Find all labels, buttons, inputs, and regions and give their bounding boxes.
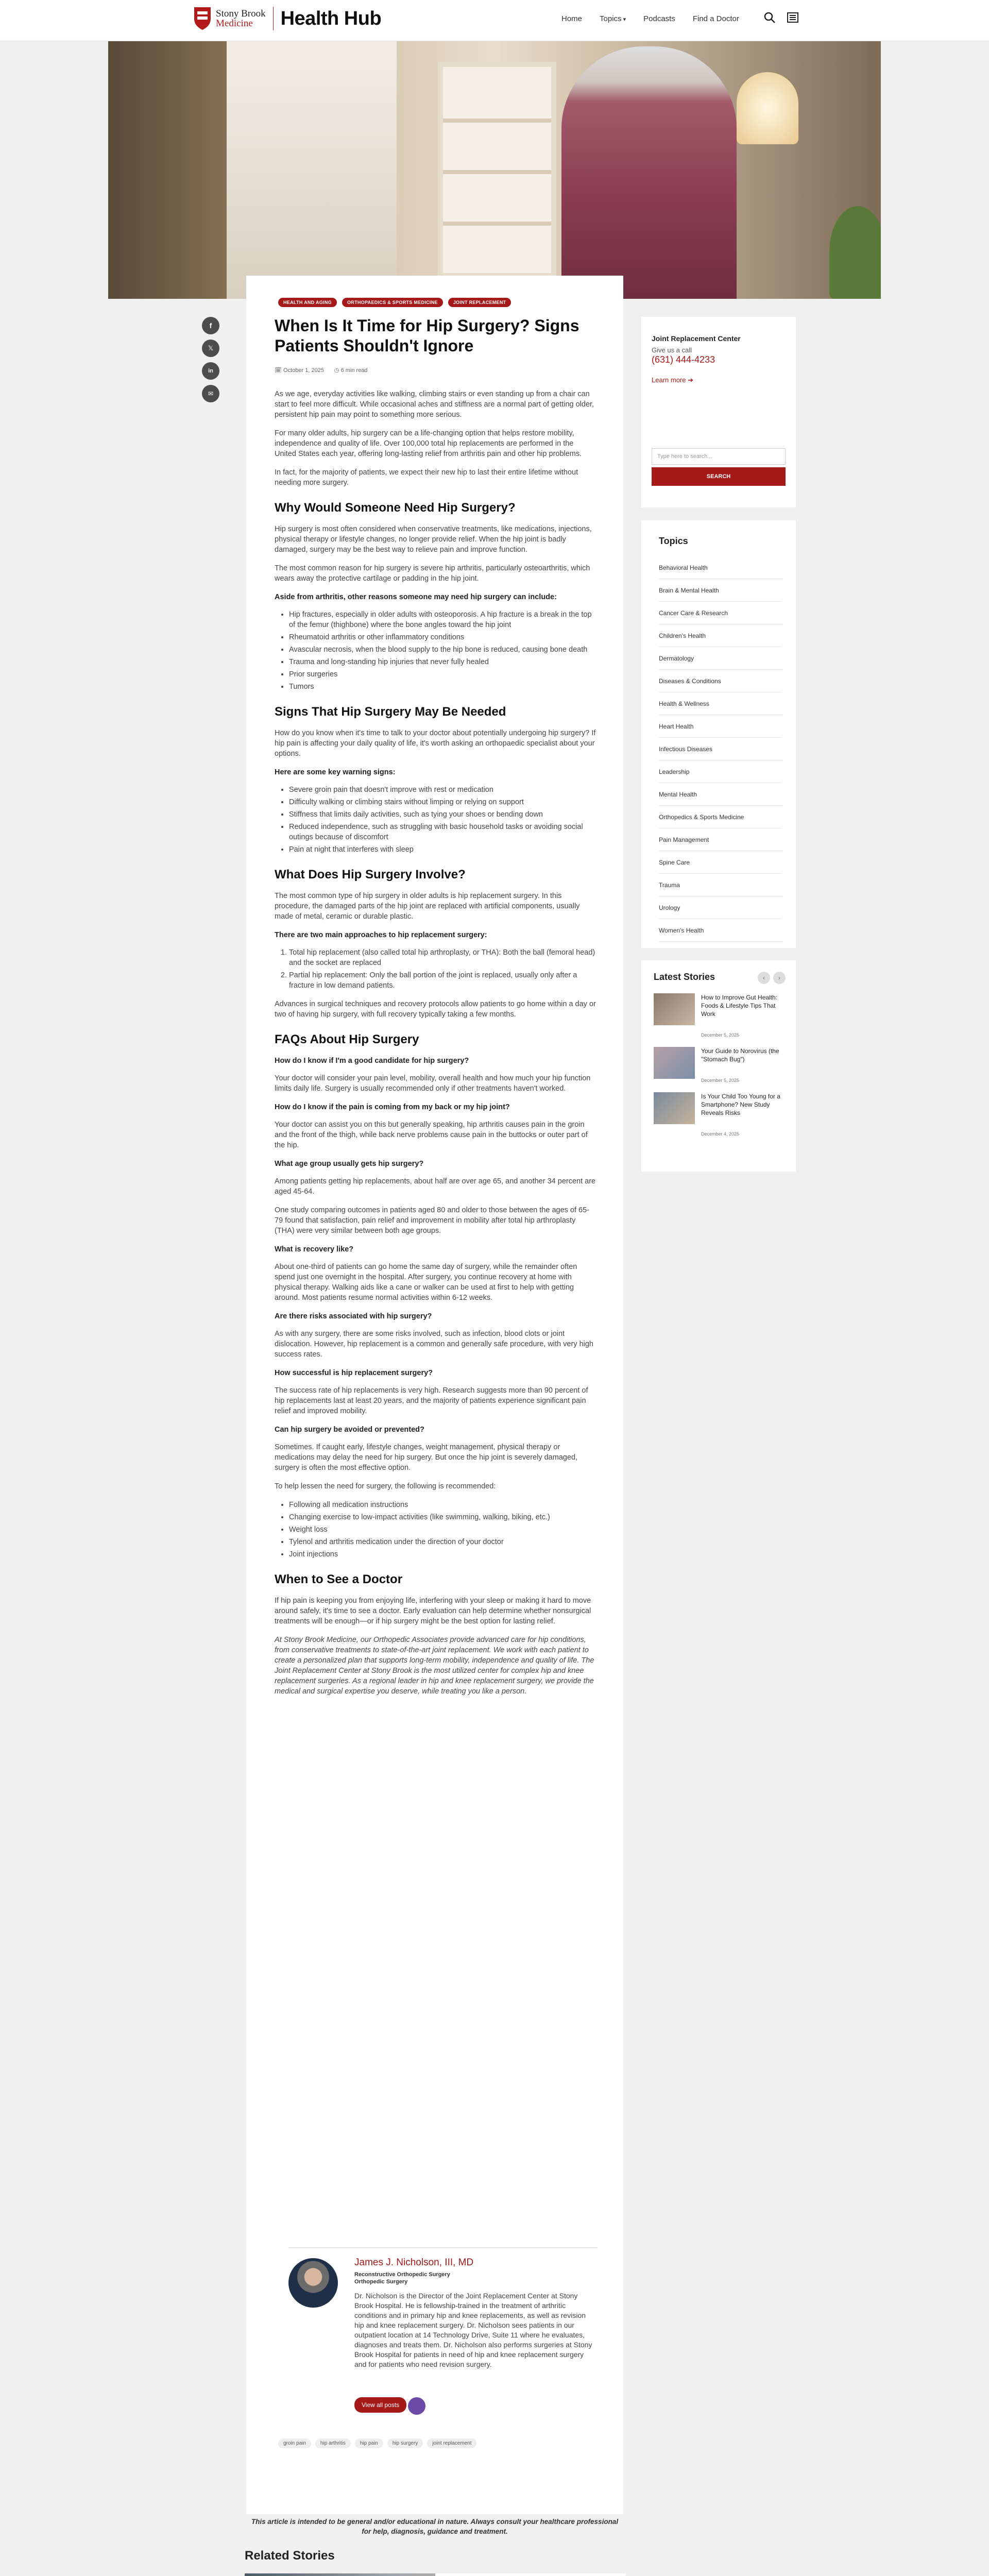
reasons-list <box>289 609 596 692</box>
article-body <box>275 389 596 1705</box>
list-item: • Severe groin pain that doesn't improve with rest or medication <box>289 785 596 795</box>
center-widget <box>641 317 796 507</box>
post-tag[interactable]: joint replacement <box>427 2438 476 2448</box>
story-title: Your Guide to Norovirus (the "Stomach Bug") <box>701 1047 779 1063</box>
topic-item[interactable]: Behavioral Health <box>659 556 782 579</box>
author-name[interactable]: James J. Nicholson, III, MD <box>354 2257 474 2268</box>
faq-answer: Sometimes. If caught early, lifestyle changes, weight management, physical therapy or medications may delay the need for hip surgery. But once the hip joint is severely damaged, surgery is often the most effective option. <box>275 1443 578 1472</box>
related-image <box>245 2573 435 2576</box>
search-icon[interactable] <box>763 11 776 24</box>
post-tags <box>278 2438 476 2448</box>
section-heading-signs: Signs That Hip Surgery May Be Needed <box>275 705 506 719</box>
section-heading-why: Why Would Someone Need Hip Surgery? <box>275 501 516 515</box>
latest-heading: Latest Stories <box>654 972 715 982</box>
post-tag[interactable]: hip pain <box>355 2438 383 2448</box>
s5-p2: At Stony Brook Medicine, our Orthopedic Associates provide advanced care for hip conditions, from conservative treatments to state-of-the-art joint replacement. We work with each patient to create a personalized plan that supports long-term mobility, independence and quality of life. The Joint Replacement Center at Stony Brook is the most utilized center for complex hip and knee replacement surgeries. As a regional leader in hip and knee replacement surgery, we provide the medical and surgical expertise you deserve, while treating you like a person. <box>275 1636 594 1696</box>
site-title: Health Hub <box>280 7 382 29</box>
main-nav <box>561 14 739 23</box>
brand-line2: Medicine <box>216 18 253 29</box>
topic-item[interactable]: Pain Management <box>659 828 782 851</box>
brand-line1: Stony Brook <box>216 8 266 19</box>
s3-p2: Advances in surgical techniques and recovery protocols allow patients to go home within a day or two of having hip surgery, with full recovery typically taking a few months. <box>275 1000 596 1019</box>
story-title: Is Your Child Too Young for a Smartphone? New Study Reveals Risks <box>701 1093 780 1116</box>
list-item: • Reduced independence, such as struggling with basic household tasks or avoiding social outings because of discomfort <box>289 822 596 842</box>
latest-story[interactable] <box>654 1092 788 1142</box>
search-input[interactable]: Type here to search... <box>652 448 786 465</box>
faq-question: What is recovery like? <box>275 1245 354 1253</box>
list-item: • Joint injections <box>289 1549 596 1560</box>
list-item: • Weight loss <box>289 1524 596 1535</box>
tag-orthopaedics[interactable]: ORTHOPAEDICS & SPORTS MEDICINE <box>342 298 443 307</box>
author-role: Orthopedic Surgery <box>354 2279 408 2285</box>
related-card[interactable] <box>245 2573 626 2576</box>
s5-p1: If hip pain is keeping you from enjoying life, interfering with your sleep or making it hard to move around safely, it's time to see a doctor. Early evaluation can help determine whether nonsurgical treatments will be enough—or if hip surgery might be the best option for lasting relief. <box>275 1597 591 1625</box>
topic-item[interactable]: Health & Wellness <box>659 692 782 715</box>
calendar-icon: 🗓 <box>275 367 284 374</box>
latest-story[interactable] <box>654 993 788 1043</box>
story-title: How to Improve Gut Health: Foods & Lifestyle Tips That Work <box>701 994 778 1018</box>
article-date: October 1, 2025 <box>283 367 324 374</box>
site-header <box>0 0 989 41</box>
nav-podcasts[interactable]: Podcasts <box>643 14 675 23</box>
topic-item[interactable]: Orthopedics & Sports Medicine <box>659 806 782 828</box>
story-thumbnail <box>654 1092 695 1124</box>
list-item: • Difficulty walking or climbing stairs without limping or relying on support <box>289 797 596 807</box>
avoid-list <box>289 1500 596 1560</box>
read-time: 6 min read <box>340 367 368 374</box>
list-item: • Tumors <box>289 682 596 692</box>
tag-health-aging[interactable]: HEALTH AND AGING <box>278 298 337 307</box>
clock-icon: ◷ <box>334 367 341 374</box>
story-date: December 4, 2025 <box>701 1131 740 1137</box>
article-meta <box>275 367 368 374</box>
topics-heading: Topics <box>659 536 688 546</box>
s2-lead: Here are some key warning signs: <box>275 768 396 776</box>
nav-find-doctor[interactable]: Find a Doctor <box>692 14 739 23</box>
center-phone[interactable]: (631) 444-4233 <box>652 354 715 365</box>
profile-link-icon[interactable] <box>408 2397 425 2415</box>
author-box <box>288 2247 598 2409</box>
story-date: December 5, 2025 <box>701 1078 740 1083</box>
faq-question: What age group usually gets hip surgery? <box>275 1160 424 1168</box>
topic-item[interactable]: Children's Health <box>659 624 782 647</box>
x-share-icon[interactable]: 𝕏 <box>202 340 219 357</box>
post-tag[interactable]: hip arthritis <box>315 2438 351 2448</box>
s2-p1: How do you know when it's time to talk to your doctor about potentially undergoing hip surgery? If hip pain is affecting your daily quality of life, it's worth asking an orthopaedic specialist about your options. <box>275 729 596 758</box>
email-share-icon[interactable]: ✉ <box>202 385 219 402</box>
faq-answer: Your doctor will consider your pain level, mobility, overall health and how much your hip function limits daily life. Surgery is usually recommended only if other treatments haven't worked. <box>275 1074 591 1093</box>
article-tags <box>278 298 511 307</box>
faq-question: Are there risks associated with hip surgery? <box>275 1312 432 1320</box>
topic-item[interactable]: Mental Health <box>659 783 782 806</box>
s1-p1: Hip surgery is most often considered when conservative treatments, like medications, injections, physical therapy or lifestyle changes, no longer provide relief. When the hip joint is badly damaged, surgery may be the best way to relieve pain and improve function. <box>275 525 592 554</box>
search-button[interactable]: SEARCH <box>652 467 786 486</box>
faq-answer: The success rate of hip replacements is very high. Research suggests more than 90 percent of hip replacements last at least 20 years, and the majority of patients experience significant pain relief and improved mobility. <box>275 1386 588 1415</box>
topic-item[interactable]: Women's Health <box>659 919 782 942</box>
topic-item[interactable]: Leadership <box>659 760 782 783</box>
topic-item[interactable]: Diseases & Conditions <box>659 670 782 692</box>
faq-answer: As with any surgery, there are some risks involved, such as infection, blood clots or joint dislocation. However, hip replacement is a common and generally safe procedure, with very high success rates. <box>275 1330 593 1359</box>
latest-story[interactable] <box>654 1047 788 1096</box>
s1-p2: The most common reason for hip surgery is severe hip arthritis, particularly osteoarthritis, which wears away the protective cartilage or padding in the hip joint. <box>275 564 590 583</box>
story-thumbnail <box>654 993 695 1025</box>
topic-item[interactable]: Heart Health <box>659 715 782 738</box>
signs-list <box>289 785 596 855</box>
section-heading-faq: FAQs About Hip Surgery <box>275 1032 419 1046</box>
avoid-lead: To help lessen the need for surgery, the following is recommended: <box>275 1482 496 1490</box>
related-heading: Related Stories <box>245 2549 335 2563</box>
faq-question: Can hip surgery be avoided or prevented? <box>275 1426 424 1434</box>
intro-p2: For many older adults, hip surgery can be a life-changing option that helps restore mobility, independence and quality of life. Over 100,000 total hip replacements are performed in the United States each year, offering long-lasting relief from arthritis pain and other hip problems. <box>275 429 582 458</box>
list-item: • Following all medication instructions <box>289 1500 596 1510</box>
list-item: 1. Total hip replacement (also called total hip arthroplasty, or THA): Both the ball (femoral head) and the socket are replaced <box>289 947 596 968</box>
story-thumbnail <box>654 1047 695 1079</box>
shield-logo-icon <box>193 6 212 31</box>
list-item: • Stiffness that limits daily activities, such as tying your shoes or bending down <box>289 809 596 820</box>
topic-item[interactable]: Urology <box>659 896 782 919</box>
chevron-right-icon[interactable]: › <box>773 972 786 984</box>
faq-answer: Your doctor can assist you on this but generally speaking, hip arthritis causes pain in the groin and the front of the thigh, while back nerve problems cause pain in the buttocks or outer part of the hip. <box>275 1121 588 1149</box>
nav-home[interactable]: Home <box>561 14 583 23</box>
hamburger-menu-icon[interactable] <box>787 12 798 23</box>
intro-p3: In fact, for the majority of patients, we expect their new hip to last their entire lifetime without needing more surgery. <box>275 468 578 487</box>
center-name: Joint Replacement Center <box>652 334 741 343</box>
topics-widget <box>641 520 796 948</box>
topic-item[interactable]: Spine Care <box>659 851 782 874</box>
learn-more-link[interactable]: Learn more ➔ <box>652 376 694 384</box>
list-item: • Changing exercise to low-impact activities (like swimming, walking, biking, etc.) <box>289 1512 596 1522</box>
list-item: • Trauma and long-standing hip injuries that never fully healed <box>289 657 596 667</box>
list-item: • Pain at night that interferes with sleep <box>289 844 596 855</box>
hero-image <box>108 41 881 299</box>
faq-answer: One study comparing outcomes in patients aged 80 and older to those between the ages of 65-79 found that satisfaction, pain relief and improvement in mobility after total hip arthroplasty (THA) were very similar between both age groups. <box>275 1206 590 1235</box>
list-item: 2. Partial hip replacement: Only the ball portion of the joint is replaced, usually only after a fracture in low demand patients. <box>289 970 596 991</box>
topic-item[interactable]: Infectious Diseases <box>659 738 782 760</box>
author-role: Reconstructive Orthopedic Surgery <box>354 2272 450 2278</box>
article-title: When Is It Time for Hip Surgery? Signs Patients Shouldn't Ignore <box>275 316 579 355</box>
section-heading-involve: What Does Hip Surgery Involve? <box>275 868 466 882</box>
topic-item[interactable]: Brain & Mental Health <box>659 579 782 602</box>
s1-lead: Aside from arthritis, other reasons someone may need hip surgery can include: <box>275 593 557 601</box>
s3-lead: There are two main approaches to hip replacement surgery: <box>275 931 487 939</box>
nav-topics[interactable]: Topics ▾ <box>600 14 626 23</box>
faq-answer: Among patients getting hip replacements, about half are over age 65, and another 34 percent are aged 45-64. <box>275 1177 596 1196</box>
faq-question: How do I know if I'm a good candidate for hip surgery? <box>275 1057 469 1065</box>
faq-answer: About one-third of patients can go home the same day of surgery, while the remainder often spend just one overnight in the hospital. After surgery, you continue recovery at home with physical therapy. Walking aids like a cane or walker can be used at first to help with getting around. Most patients resume normal activities within 6-12 weeks. <box>275 1263 577 1302</box>
s3-p1: The most common type of hip surgery in older adults is hip replacement surgery. In this procedure, the damaged parts of the hip joint are replaced with artificial components, usually made of metal, ceramic or durable plastic. <box>275 892 580 921</box>
topic-item[interactable]: Trauma <box>659 874 782 896</box>
facebook-share-icon[interactable]: f <box>202 317 219 334</box>
faq-question: How do I know if the pain is coming from my back or my hip joint? <box>275 1103 510 1111</box>
list-item: • Rheumatoid arthritis or other inflammatory conditions <box>289 632 596 642</box>
story-date: December 5, 2025 <box>701 1032 740 1038</box>
linkedin-share-icon[interactable]: in <box>202 362 219 380</box>
intro-p1: As we age, everyday activities like walking, climbing stairs or even standing up from a chair can start to feel more difficult. While occasional aches and stiffness are a normal part of getting older, persistent hip pain may point to something more serious. <box>275 390 594 419</box>
list-item: • Hip fractures, especially in older adults with osteoporosis. A hip fracture is a break in the top of the femur (thighbone) where the bone angles toward the hip joint <box>289 609 596 630</box>
list-item: • Avascular necrosis, when the blood supply to the hip bone is reduced, causing bone death <box>289 645 596 655</box>
logo-divider <box>273 7 274 30</box>
topic-item[interactable]: Cancer Care & Research <box>659 602 782 624</box>
site-logo[interactable] <box>193 6 381 31</box>
call-label: Give us a call <box>652 346 692 354</box>
tag-joint-replacement[interactable]: JOINT REPLACEMENT <box>448 298 511 307</box>
approaches-list <box>289 947 596 991</box>
list-item: • Prior surgeries <box>289 669 596 680</box>
view-all-posts-button[interactable]: View all posts <box>354 2397 406 2413</box>
section-heading-doctor: When to See a Doctor <box>275 1572 403 1586</box>
author-avatar <box>288 2258 338 2308</box>
chevron-left-icon[interactable]: ‹ <box>758 972 770 984</box>
faq-question: How successful is hip replacement surgery? <box>275 1369 433 1377</box>
post-tag[interactable]: groin pain <box>278 2438 311 2448</box>
arrow-icon: ➔ <box>688 376 694 384</box>
list-item: • Tylenol and arthritis medication under the direction of your doctor <box>289 1537 596 1547</box>
author-bio: Dr. Nicholson is the Director of the Joint Replacement Center at Stony Brook Hospital. He is fellowship-trained in the treatment of arthritic conditions and in primary hip and knee replacements, as well as revision hip and knee replacement surgery. Dr. Nicholson sees patients in our outpatient location at 14 Technology Drive, Suite 11 where he evaluates, diagnoses and treats them. Dr. Nicholson also performs surgeries at Stony Brook Hospital for patients in need of hip and knee replacement surgery and for patients who need revision surgery. <box>354 2292 592 2368</box>
disclaimer: This article is intended to be general and/or educational in nature. Always consult your healthcare professional for help, diagnosis, guidance and treatment. <box>251 2518 619 2535</box>
topics-list <box>659 556 782 942</box>
post-tag[interactable]: hip surgery <box>387 2438 423 2448</box>
share-bar <box>202 317 225 408</box>
topic-item[interactable]: Dermatology <box>659 647 782 670</box>
latest-stories-widget <box>641 960 796 1172</box>
